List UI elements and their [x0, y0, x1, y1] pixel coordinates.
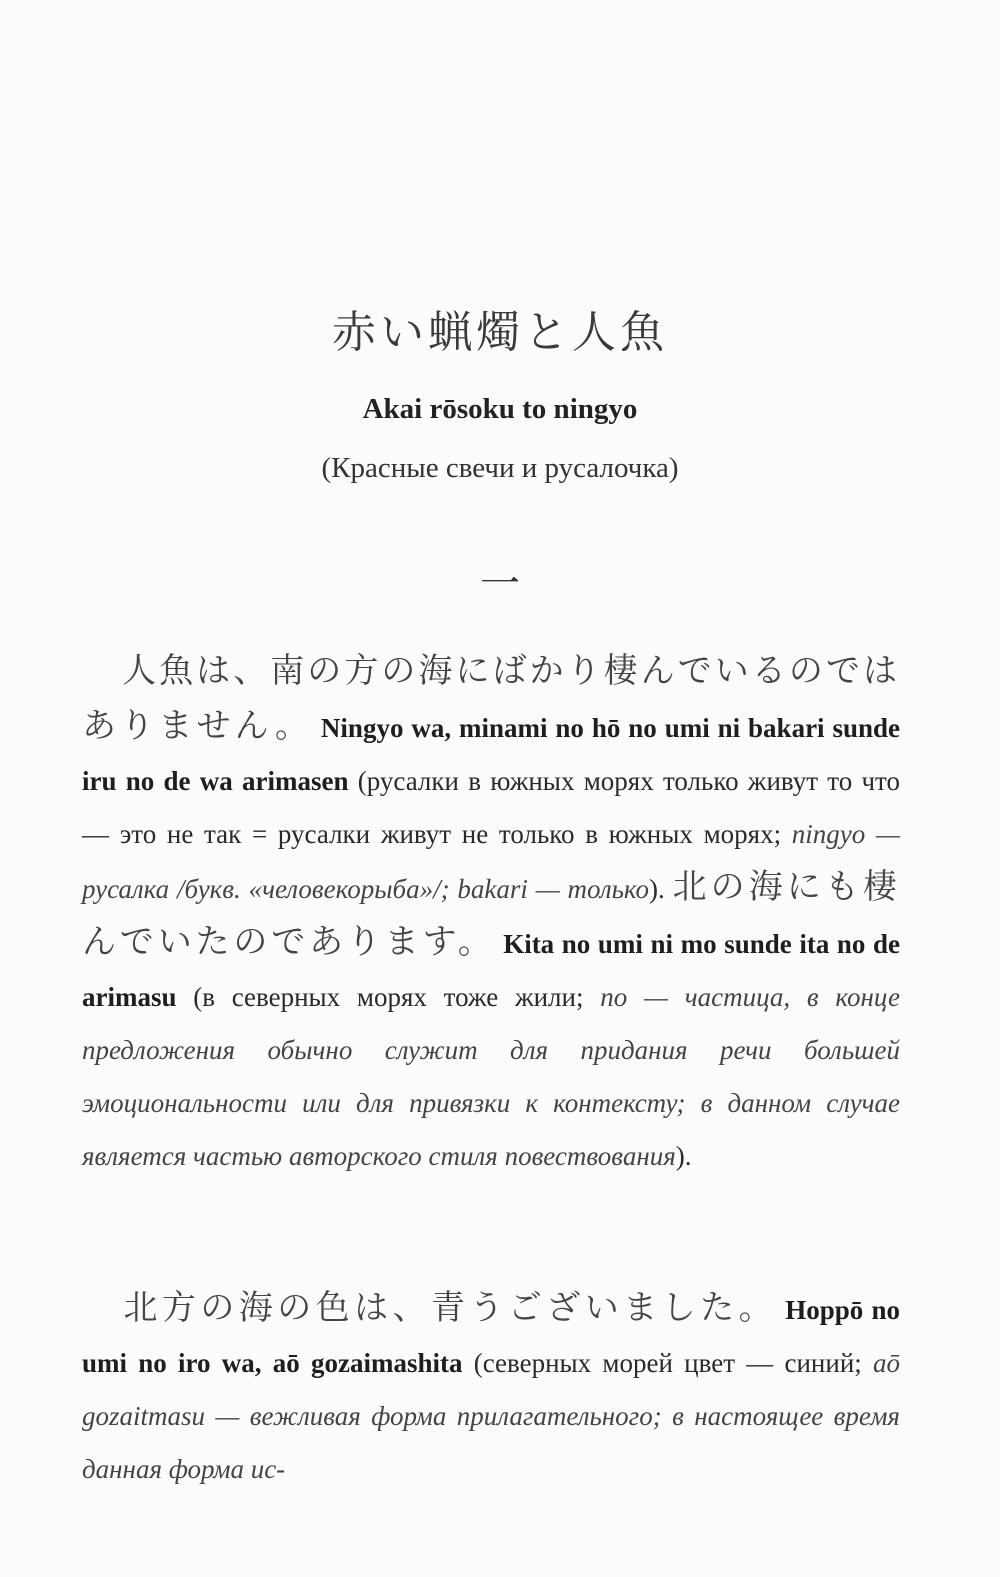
paragraph-2	[82, 1282, 900, 1496]
translation-text: (русалки в южных морях только живут то что — это не так = русалки живут не только в южных морях;	[82, 766, 901, 849]
translation-text: ).	[675, 1141, 692, 1171]
title-translation: (Красные свечи и русалочка)	[321, 452, 679, 484]
translation-text: ).	[649, 874, 673, 904]
title-romaji: Akai rōsoku to ningyo	[362, 393, 638, 425]
japanese-sentence: 北方の海の色は、青うございました。	[122, 1288, 778, 1328]
romaji-sentence: Hoppō no umi no iro wa, aō gozaimashita	[82, 1295, 900, 1378]
vocabulary-note: ningyo — русалка /букв. «человекорыба»/; bakari — только	[82, 819, 900, 904]
translation-text: (северных морей цвет — синий;	[462, 1348, 874, 1378]
paragraph-1	[82, 645, 900, 1183]
translation-text: (в северных морях тоже жили;	[176, 982, 601, 1012]
chapter-number: 一	[480, 561, 520, 607]
romaji-sentence: Kita no umi ni mo sunde ita no de arimasu	[82, 929, 901, 1012]
grammar-note: no — частица, в конце предложения обычно служит для придания речи большей эмоциональности или для привязки к контексту; в данном случае является частью авторского стиля повествования	[82, 982, 900, 1171]
japanese-sentence: 北の海にも棲んでいたのであります。	[82, 867, 900, 962]
japanese-sentence: 人魚は、南の方の海にばかり棲んでいるのではありません。	[82, 651, 900, 746]
romaji-sentence: Ningyo wa, minami no hō no umi ni bakari sunde iru no de wa arimasen	[82, 713, 901, 796]
title-japanese: 赤い蝋燭と人魚	[332, 307, 668, 358]
grammar-note: aō gozaitmasu — вежливая форма прилагательного; в настоящее время данная форма ис-	[82, 1348, 901, 1484]
